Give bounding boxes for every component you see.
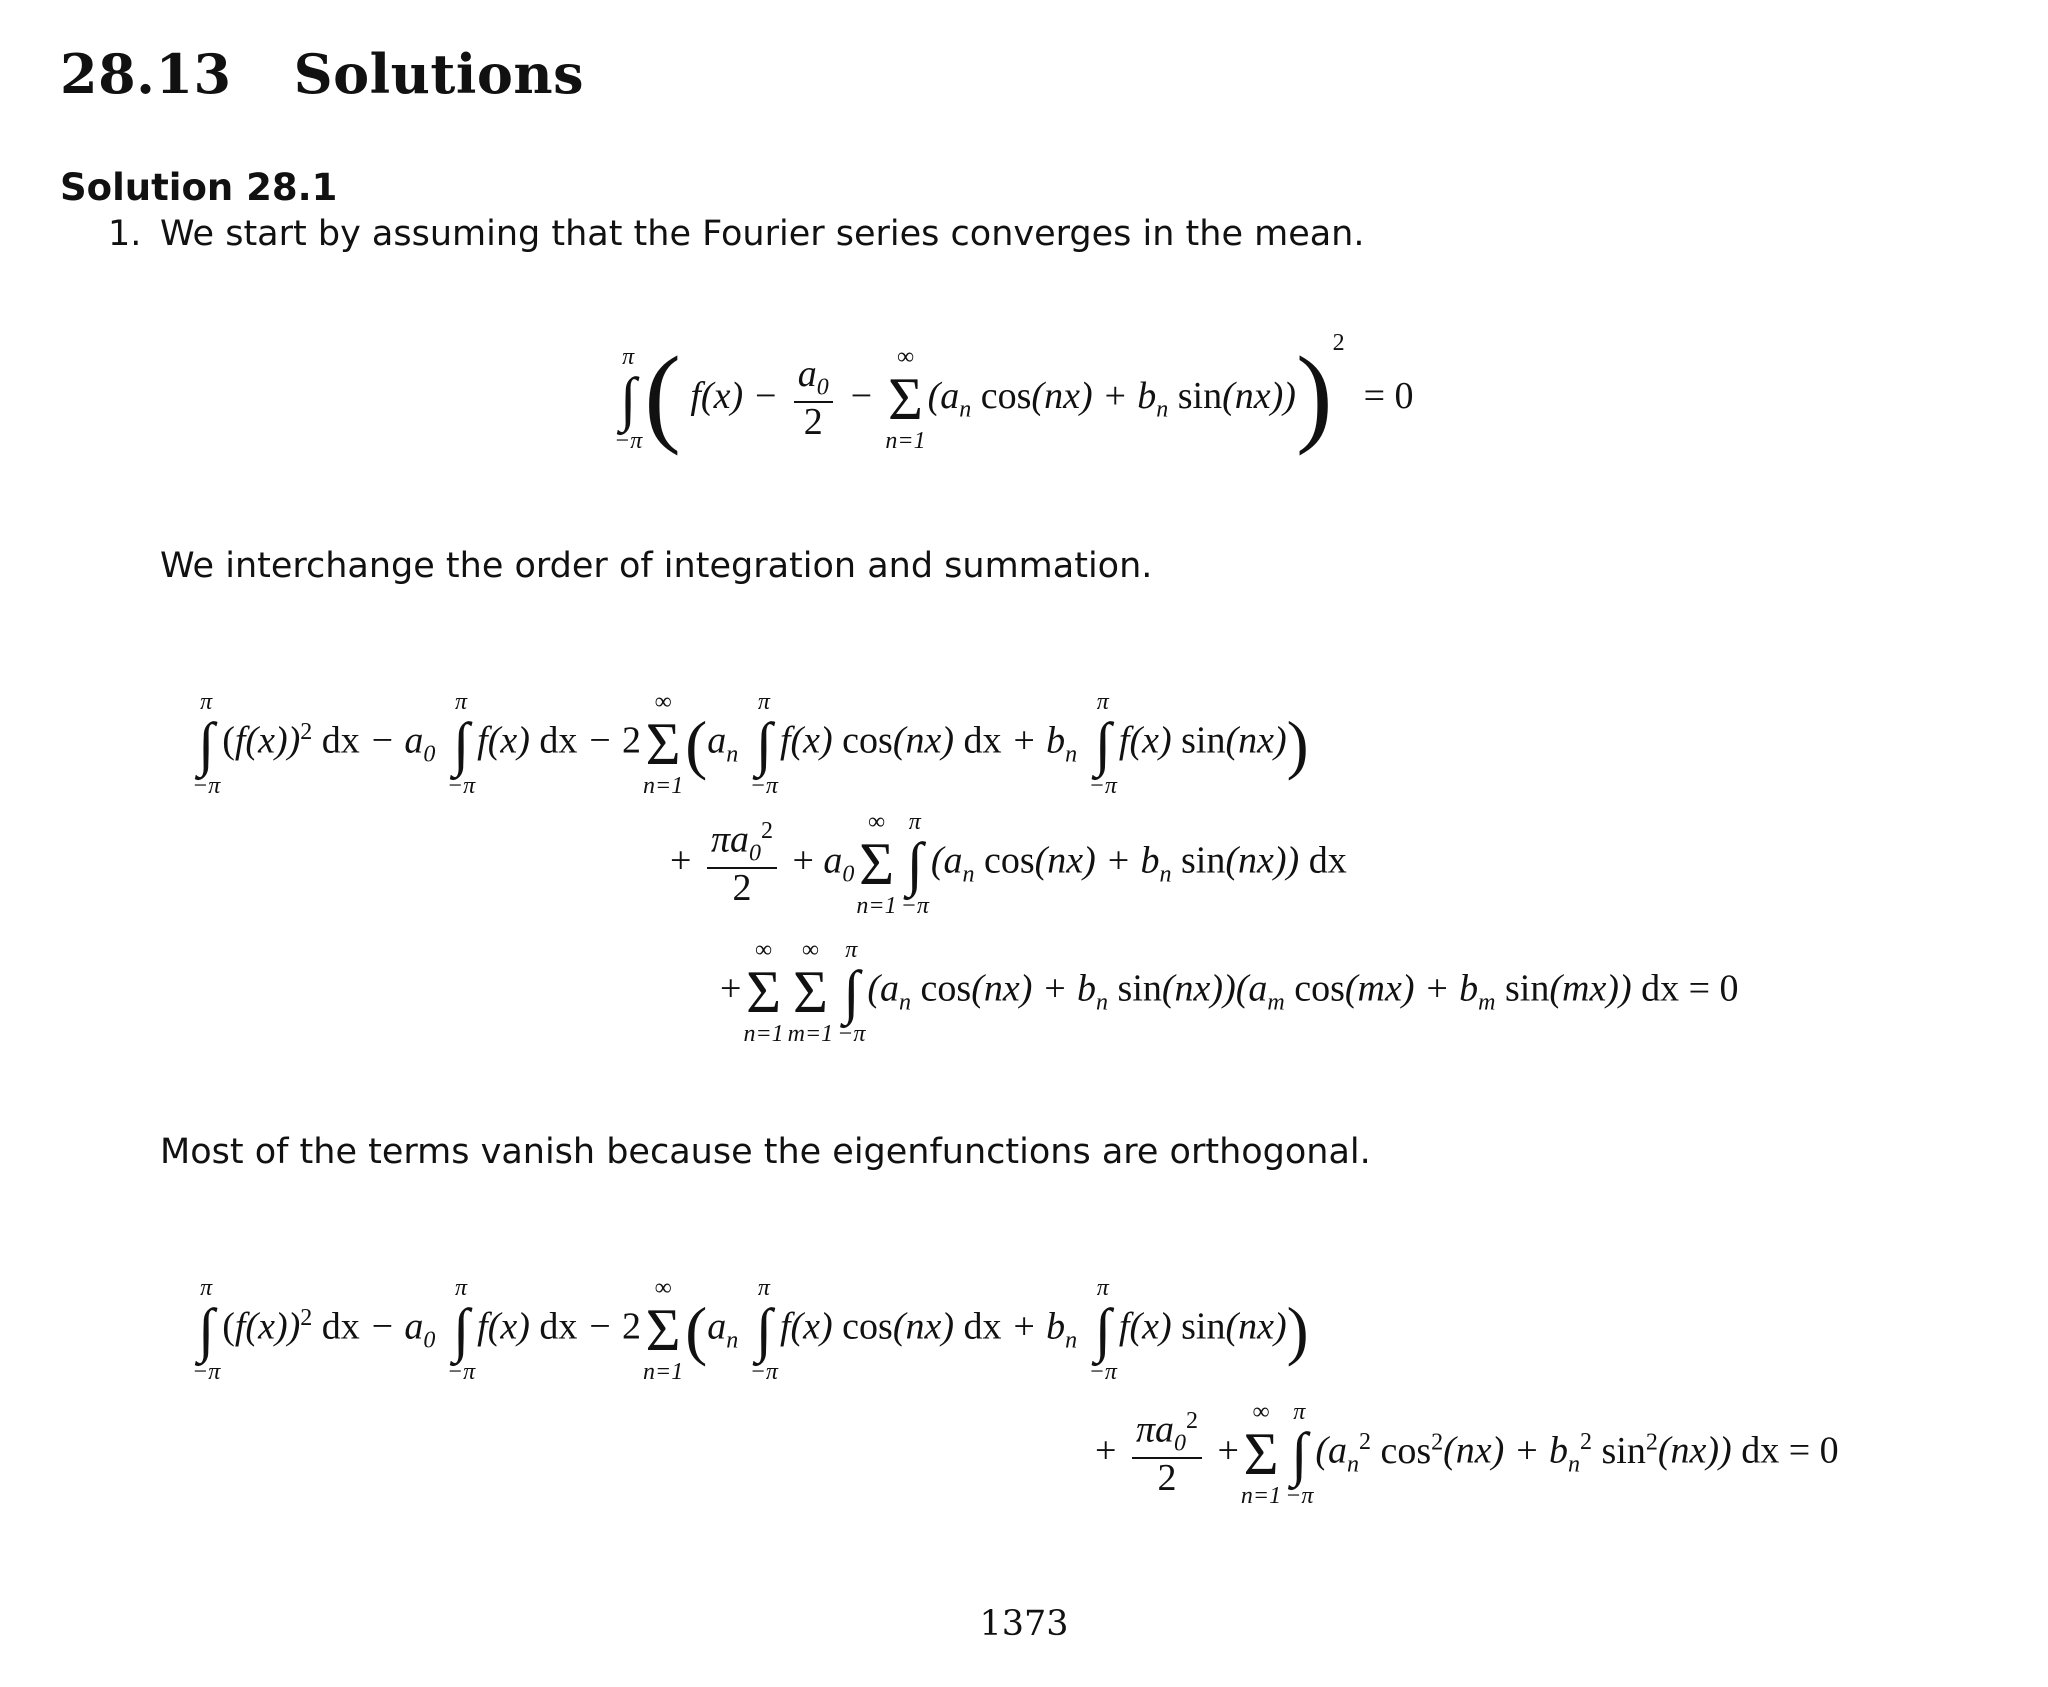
equation-2-line-3: + ∞ Σ n=1 ∞ Σ m=1 π ∫ −π ($a_n$ $\cos(nx) + b_n$ $\sin(nx))(a_m$ $\cos(mx) + b_m$ sin(mx)) dx = 0	[720, 937, 1739, 1047]
list-item-text: We start by assuming that the Fourier series converges in the mean.	[160, 214, 1365, 254]
list-item	[108, 214, 1365, 254]
equation-3-line-2: + $\frac{\pi a_0^2}{2}$ + ∞ Σ n=1 π ∫ −π ($a_n^2$ $\cos^2(nx) + b_n^2$ $\sin^2(nx)$) dx = 0	[1095, 1399, 1839, 1509]
equation-2-line-2: + $\frac{\pi a_0^2}{2}$ + $a_0$ ∞ Σ n=1 π ∫ −π ($a_n$ $\cos(nx) + b_n$ sin(nx)) dx	[670, 809, 1347, 919]
section-heading	[60, 42, 584, 106]
equation-2-line-1: π ∫ −π $(f(x))^2$ dx − $a_0$ π ∫ −π f(x) dx − 2 ∞ Σ n=1 ($a_n$ π ∫ −π f(x) cos(nx) dx + $b_n$ π ∫ −π f(x) sin(nx))	[192, 689, 1309, 799]
list-item-number: 1.	[108, 214, 142, 254]
solution-title: Solution 28.1	[60, 166, 338, 209]
section-title: Solutions	[293, 42, 585, 106]
page-number: 1373	[979, 1604, 1069, 1644]
equation-3-line-1: π ∫ −π $(f(x))^2$ dx − $a_0$ π ∫ −π f(x) dx − 2 ∞ Σ n=1 ($a_n$ π ∫ −π f(x) cos(nx) dx + $b_n$ π ∫ −π f(x) sin(nx))	[192, 1275, 1309, 1385]
paragraph-vanish: Most of the terms vanish because the eigenfunctions are orthogonal.	[160, 1132, 1371, 1172]
section-number: 28.13	[60, 42, 232, 106]
equation-1: π ∫ −π ( f(x) − $\frac{a_0}{2}$ − ∞ Σ n=1 ($a_n$ $\cos(nx) + b_n$ sin(nx)))$^2$ = 0	[614, 330, 1414, 456]
paragraph-interchange: We interchange the order of integration and summation.	[160, 546, 1153, 586]
